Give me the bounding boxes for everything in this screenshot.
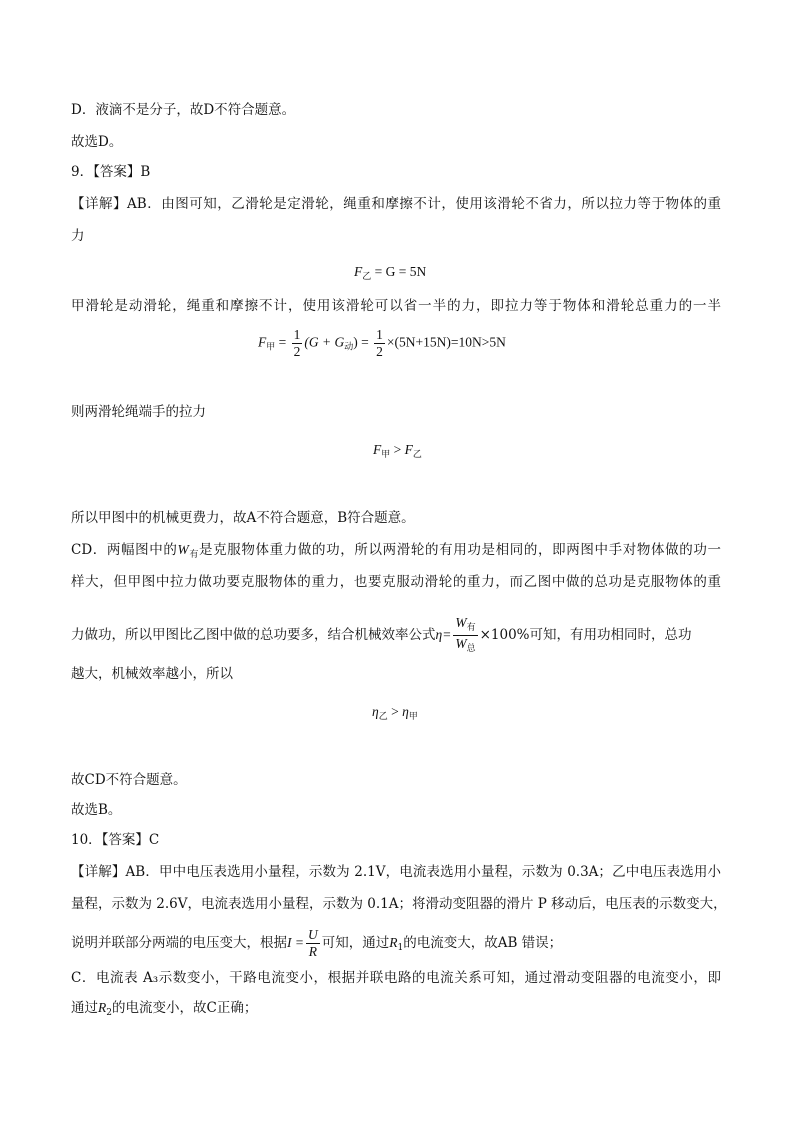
equation-rest: ×(5N+15N)=10N>5N [386,334,506,350]
text-span: 可知，通过 [321,935,390,951]
equation-compare-force [373,441,422,463]
var-f: F [354,264,363,279]
text-span: 的电流变大，故AB 错误； [403,935,563,951]
text-line: 样大，但甲图中拉力做功要克服物体的重力，也要克服动滑轮的重力，而乙图中做的总功是克服物体的重 [71,574,721,590]
text-span: 是克服物体重力做的功，所以两滑轮的有用功是相同的，即两图中手对物体做的功一 [199,542,721,558]
var-r: R [98,1000,107,1015]
var-eta: η [372,704,379,719]
equation-compare-efficiency [372,703,418,725]
var-w: W [455,636,467,651]
subscript: 甲 [266,341,276,352]
text-span: 的电流变小，故C正确； [111,1000,258,1016]
text-line: 量程，示数为 2.6V，电流表选用小量程，示数为 0.1A；将滑动变阻器的滑片 P 移动后，电压表的示数变大， [71,896,727,912]
numerator: 1 [376,327,383,342]
var-r: R [389,935,398,950]
subscript: 有 [466,622,476,632]
answer-heading: 9．【答案】B [71,164,151,180]
text-line [71,541,721,564]
text-line: 甲滑轮是动滑轮，绳重和摩擦不计，使用该滑轮可以省一半的力，即拉力等于物体和滑轮总重力的一半 [71,298,721,314]
text-line [71,927,562,960]
text-line: 故CD不符合题意。 [71,772,187,788]
denominator: 2 [376,344,383,359]
text-line [71,615,692,656]
greater-than: > [391,704,399,719]
subscript: 动 [344,341,354,352]
text-span: 力做功，所以甲图比乙图中做的总功要多，结合机械效率公式 [71,627,436,643]
var-i: I = [287,935,304,950]
text-span: 说明并联部分两端的电压变大，根据 [71,935,287,951]
text-line: 则两滑轮绳端手的拉力 [71,404,206,420]
var-f: F [258,334,267,350]
subscript: 乙 [378,711,388,721]
greater-than: > [393,442,402,457]
text-line: D．液滴不是分子，故D不符合题意。 [71,102,296,118]
denominator: 2 [293,344,301,359]
fraction-half [292,327,303,360]
percent: ×100% [479,627,530,643]
var-eta: η [402,704,409,719]
var-f: F [373,442,382,457]
var-f: F [404,442,413,457]
g-total: (G + G [304,334,345,350]
paren: ) [353,334,358,350]
text-span: CD．两幅图中的 [71,542,178,558]
subscript: 甲 [408,711,418,721]
equals: = [361,334,369,350]
subscript: 2 [106,1008,112,1018]
fraction-ohm [306,927,320,960]
text-line: 故选B。 [71,802,122,818]
var-eta: η= [435,627,452,642]
text-line: 故选D。 [71,134,123,150]
denominator: R [308,944,317,959]
equation-f-yi [354,263,426,285]
subscript: 乙 [412,449,422,459]
text-line: C．电流表 A₃示数变小，干路电流变小，根据并联电路的电流关系可知，通过滑动变阻器的电流变小，即 [71,970,721,986]
equation-rest: = G = 5N [374,264,427,279]
numerator: U [307,927,318,942]
numerator: 1 [293,327,301,342]
text-line: 【详解】AB．由图可知，乙滑轮是定滑轮，绳重和摩擦不计，使用该滑轮不省力，所以拉力等于物体的重 [71,196,721,212]
subscript: 总 [466,643,476,653]
var-w: W [177,542,189,557]
subscript: 乙 [362,271,372,281]
subscript: 甲 [381,449,391,459]
text-line: 【详解】AB．甲中电压表选用小量程，示数为 2.1V，电流表选用小量程，示数为 0.3A；乙中电压表选用小 [71,864,721,880]
text-line [71,999,257,1022]
subscript: 有 [188,550,200,560]
fraction-half [374,327,385,360]
text-span: 通过 [71,1000,98,1016]
text-span: 可知，有用功相同时，总功 [529,627,692,643]
fraction-efficiency [453,615,477,656]
text-line: 所以甲图中的机械更费力，故A不符合题意，B符合题意。 [71,510,415,526]
subscript: 1 [397,943,404,953]
text-line: 越大，机械效率越小，所以 [71,666,233,682]
answer-heading: 10．【答案】C [71,832,160,848]
var-w: W [455,615,467,630]
equation-f-jia: $F_甲$ = $\frac{1}{2}$ $(G + G_动)$ = $\frac{1}{2}$ ×(5N+15N)=10N>5N [258,327,506,359]
text-line: 力 [71,228,85,244]
